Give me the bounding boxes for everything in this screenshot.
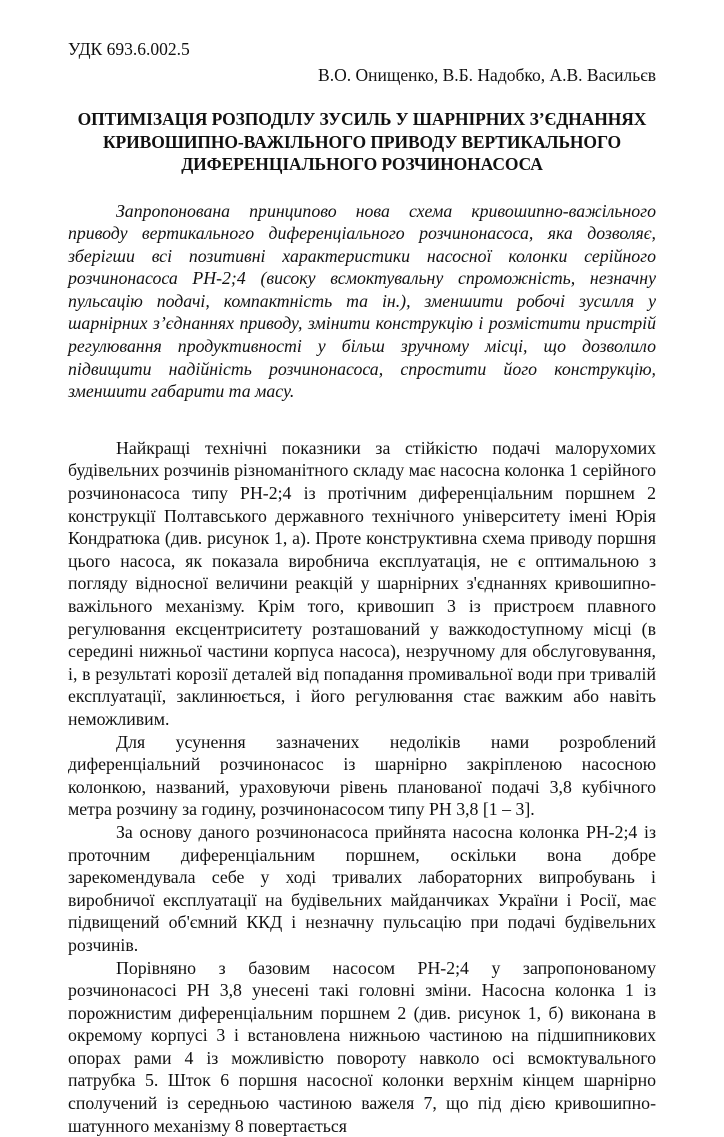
paper-title — [68, 108, 656, 176]
abstract: Запропонована принципово нова схема кривошипно-важільного приводу вертикального диференціального розчинонасоса, яка дозволяє, зберігши всі позитивні характеристики насосної колонки серійного розчинонасоса РН-2;4 (високу всмоктувальну спроможність, незначну пульсацію подачі, компактність та ін.), зменшити робочі зусилля у шарнірних з’єднаннях приводу, змінити конструкцію і розмістити пристрій регулювання продуктивності у більш зручному місці, що дозволило підвищити надійність розчинонасоса, спростити його конструкцію, зменшити габарити та масу. — [68, 200, 656, 403]
body-paragraph-2: Для усунення зазначених недоліків нами розроблений диференціальний розчинонасос із шарнірно закріпленою насосною колонкою, названий, ураховуючи рівень планованої подачі 3,8 кубічного метра розчину за годину, розчинонасосом типу РН 3,8 [1 – 3]. — [68, 731, 656, 821]
authors: В.О. Онищенко, В.Б. Надобко, А.В. Васильєв — [68, 64, 656, 86]
title-line-3: ДИФЕРЕНЦІАЛЬНОГО РОЗЧИНОНАСОСА — [68, 153, 656, 176]
body-paragraph-3: За основу даного розчинонасоса прийнята насосна колонка РН-2;4 із проточним диференціальним поршнем, оскільки вона добре зарекомендувала себе у ході тривалих лабораторних випробувань і виробничої експлуатації на будівельних майданчиках України і Росії, має підвищений об'ємний ККД і незначну пульсацію при подачі будівельних розчинів. — [68, 821, 656, 957]
title-line-1: ОПТИМІЗАЦІЯ РОЗПОДІЛУ ЗУСИЛЬ У ШАРНІРНИХ З’ЄДНАННЯХ — [68, 108, 656, 131]
body-paragraph-1: Найкращі технічні показники за стійкістю подачі малорухомих будівельних розчинів різноманітного складу має насосна колонка 1 серійного розчинонасоса типу РН-2;4 із протічним диференціальним поршнем 2 конструкції Полтавського державного технічного університету імені Юрія Кондратюка (див. рисунок 1, а). Проте конструктивна схема приводу поршня цього насоса, як показала виробнича експлуатація, не є оптимальною з погляду відносної величини реакцій у шарнірних з'єднаннях кривошипно-важільного механізму. Крім того, кривошип 3 із пристроєм плавного регулювання ексцентриситету розташований у важкодоступному місці (в середині нижньої частини корпуса насоса), незручному для обслуговування, і, в результаті корозії деталей від попадання промивальної води при тривалій експлуатації, заклинюється, і його регулювання стає важким або навіть неможливим. — [68, 437, 656, 731]
udk-code: УДК 693.6.002.5 — [68, 38, 656, 60]
title-line-2: КРИВОШИПНО-ВАЖІЛЬНОГО ПРИВОДУ ВЕРТИКАЛЬНОГО — [68, 131, 656, 154]
document-page — [68, 38, 656, 1137]
body-paragraph-4: Порівняно з базовим насосом РН-2;4 у запропонованому розчинонасосі РН 3,8 унесені такі головні зміни. Насосна колонка 1 із порожнистим диференціальним поршнем 2 (див. рисунок 1, б) виконана в окремому корпусі 3 і встановлена нижньою частиною на підшипникових опорах рами 4 із можливістю повороту навколо осі всмоктувального патрубка 5. Шток 6 поршня насосної колонки верхнім кінцем шарнірно сполучений із середньою частиною важеля 7, що під дією кривошипно-шатунного механізму 8 повертається — [68, 957, 656, 1137]
